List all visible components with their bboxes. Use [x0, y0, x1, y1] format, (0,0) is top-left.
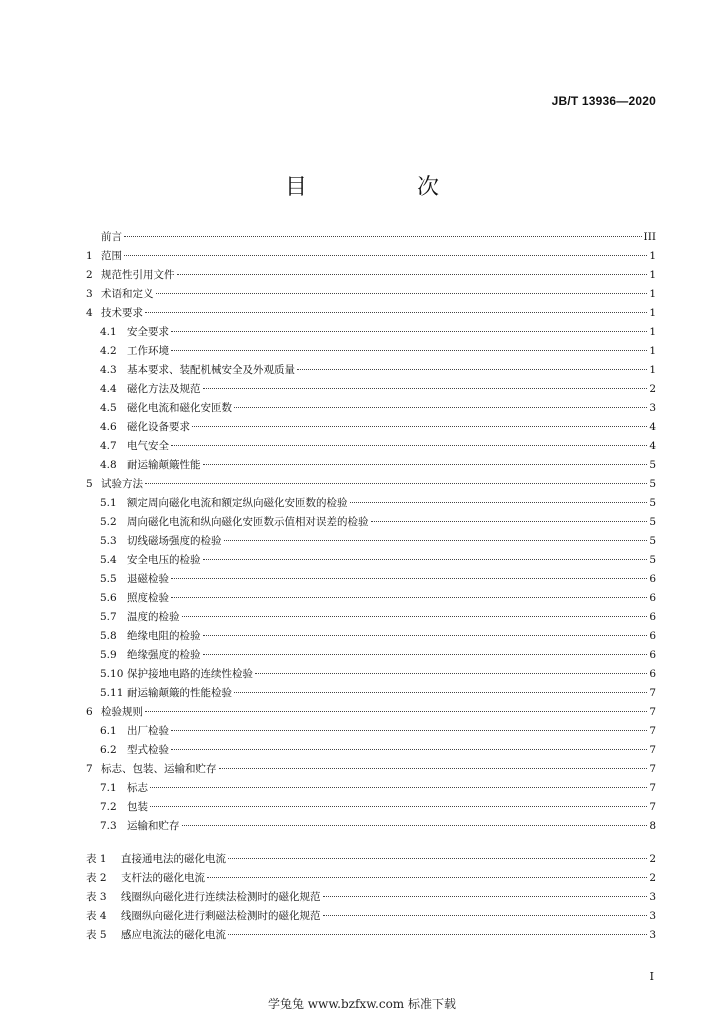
leader-dots: [171, 597, 647, 598]
toc-number: 4.2: [100, 345, 117, 357]
leader-dots: [207, 877, 647, 878]
toc-number: 5.3: [100, 535, 117, 547]
leader-dots: [171, 730, 647, 731]
leader-dots: [323, 896, 648, 897]
toc-row[interactable]: [86, 269, 656, 282]
standard-number: JB/T 13936—2020: [551, 94, 656, 108]
toc-page: 7: [649, 744, 656, 756]
leader-dots: [177, 274, 648, 275]
toc-row[interactable]: [86, 554, 656, 567]
toc-page: 5: [649, 478, 656, 490]
toc-page: 3: [649, 402, 656, 414]
leader-dots: [145, 312, 647, 313]
leader-dots: [182, 616, 648, 617]
toc-number: 6.2: [100, 744, 117, 756]
toc-page: 2: [649, 853, 656, 865]
toc-number: 4.4: [100, 383, 117, 395]
toc-label: 术语和定义: [101, 288, 154, 300]
toc-page: 6: [649, 668, 656, 680]
leader-dots: [219, 768, 648, 769]
toc-page: 3: [649, 910, 656, 922]
toc-label: 出厂检验: [127, 725, 169, 737]
toc-page: 1: [649, 326, 656, 338]
toc-row[interactable]: [86, 630, 656, 643]
leader-dots: [150, 787, 647, 788]
toc-label: 温度的检验: [127, 611, 180, 623]
toc-label: 技术要求: [101, 307, 143, 319]
toc-label: 保护接地电路的连续性检验: [127, 668, 253, 680]
toc-number: 5.11: [100, 687, 124, 699]
leader-dots: [192, 426, 647, 427]
toc-page: 7: [649, 687, 656, 699]
toc-row[interactable]: [86, 687, 656, 700]
toc-label: 工作环境: [127, 345, 169, 357]
toc-row[interactable]: [86, 891, 656, 904]
toc-label: 绝缘强度的检验: [127, 649, 201, 661]
toc-number: 6.1: [100, 725, 117, 737]
toc-number: 7.3: [100, 820, 117, 832]
toc-entries: [86, 231, 656, 833]
leader-dots: [203, 464, 648, 465]
leader-dots: [171, 350, 647, 351]
toc-row[interactable]: [86, 649, 656, 662]
toc-row[interactable]: [86, 910, 656, 923]
toc-row[interactable]: [86, 231, 656, 244]
toc-label: 检验规则: [101, 706, 143, 718]
toc-number: 5.6: [100, 592, 117, 604]
toc-label: 磁化设备要求: [127, 421, 190, 433]
toc-page: 1: [649, 345, 656, 357]
toc-row[interactable]: [86, 307, 656, 320]
toc-row[interactable]: [86, 611, 656, 624]
leader-dots: [323, 915, 648, 916]
toc-page: 7: [649, 801, 656, 813]
leader-dots: [145, 711, 647, 712]
toc-number: 1: [86, 250, 93, 262]
toc-row[interactable]: [86, 516, 656, 529]
toc-number: 5: [86, 478, 93, 490]
toc-number: 表 3: [86, 891, 107, 903]
leader-dots: [203, 388, 648, 389]
toc-page: 1: [649, 250, 656, 262]
leader-dots: [171, 578, 647, 579]
toc-page: 1: [649, 364, 656, 376]
toc-label: 照度检验: [127, 592, 169, 604]
toc-number: 5.5: [100, 573, 117, 585]
toc-number: 5.8: [100, 630, 117, 642]
leader-dots: [224, 540, 648, 541]
toc-label: 磁化电流和磁化安匝数: [127, 402, 232, 414]
toc-label: 线圈纵向磁化进行剩磁法检测时的磁化规范: [121, 910, 321, 922]
toc-number: 7: [86, 763, 93, 775]
toc-row[interactable]: [86, 345, 656, 358]
toc-row[interactable]: [86, 853, 656, 866]
leader-dots: [171, 445, 647, 446]
toc-label: 规范性引用文件: [101, 269, 175, 281]
leader-dots: [234, 692, 647, 693]
leader-dots: [371, 521, 648, 522]
toc-page: 4: [649, 421, 656, 433]
toc-row[interactable]: [86, 383, 656, 396]
toc-row[interactable]: [86, 872, 656, 885]
toc-number: 5.2: [100, 516, 117, 528]
toc-number: 表 1: [86, 853, 107, 865]
toc-page: 1: [649, 307, 656, 319]
toc-number: 4: [86, 307, 93, 319]
toc-label: 额定周向磁化电流和额定纵向磁化安匝数的检验: [127, 497, 348, 509]
toc-row[interactable]: [86, 250, 656, 263]
toc-label: 耐运输颠簸的性能检验: [127, 687, 232, 699]
toc-row[interactable]: [86, 326, 656, 339]
toc-label: 前言: [101, 231, 122, 243]
toc-page: 8: [649, 820, 656, 832]
toc-number: 4.5: [100, 402, 117, 414]
toc-page: 5: [649, 535, 656, 547]
toc-row[interactable]: [86, 402, 656, 415]
toc-page: 6: [649, 630, 656, 642]
toc-label: 绝缘电阻的检验: [127, 630, 201, 642]
toc-number: 5.7: [100, 611, 117, 623]
toc-number: 2: [86, 269, 93, 281]
toc-label: 包装: [127, 801, 148, 813]
toc-label: 切线磁场强度的检验: [127, 535, 222, 547]
page-title: 目 次: [284, 175, 483, 200]
section-gap: [86, 839, 656, 853]
toc-row[interactable]: [86, 497, 656, 510]
table-list: [86, 853, 656, 942]
page-number: I: [649, 970, 654, 983]
toc-label: 标志、包装、运输和贮存: [101, 763, 217, 775]
toc-page: 2: [649, 872, 656, 884]
toc-page: 7: [649, 763, 656, 775]
toc-row[interactable]: [86, 440, 656, 453]
toc-label: 电气安全: [127, 440, 169, 452]
toc-number: 表 4: [86, 910, 107, 922]
leader-dots: [182, 825, 648, 826]
toc-label: 标志: [127, 782, 148, 794]
toc-page: 3: [649, 929, 656, 941]
toc-row[interactable]: [86, 801, 656, 814]
toc-row[interactable]: [86, 763, 656, 776]
toc-row[interactable]: [86, 573, 656, 586]
toc-label: 线圈纵向磁化进行连续法检测时的磁化规范: [121, 891, 321, 903]
toc-row[interactable]: [86, 706, 656, 719]
leader-dots: [228, 858, 647, 859]
toc-page: 6: [649, 649, 656, 661]
leader-dots: [145, 483, 647, 484]
toc-label: 磁化方法及规范: [127, 383, 201, 395]
leader-dots: [203, 559, 648, 560]
toc-number: 表 5: [86, 929, 107, 941]
toc-number: 4.3: [100, 364, 117, 376]
toc-number: 表 2: [86, 872, 107, 884]
toc-row[interactable]: [86, 288, 656, 301]
toc-number: 4.8: [100, 459, 117, 471]
toc-number: 4.7: [100, 440, 117, 452]
toc-page: 6: [649, 573, 656, 585]
toc-row[interactable]: [86, 668, 656, 681]
toc-row[interactable]: [86, 478, 656, 491]
toc-number: 6: [86, 706, 93, 718]
toc-row[interactable]: [86, 421, 656, 434]
toc-row[interactable]: [86, 592, 656, 605]
toc-label: 退磁检验: [127, 573, 169, 585]
toc-label: 安全电压的检验: [127, 554, 201, 566]
toc-page: 5: [649, 516, 656, 528]
leader-dots: [203, 635, 648, 636]
toc-number: 5.4: [100, 554, 117, 566]
toc-page: III: [643, 231, 656, 243]
toc-number: 4.1: [100, 326, 117, 338]
leader-dots: [156, 293, 648, 294]
toc-label: 范围: [101, 250, 122, 262]
leader-dots: [124, 236, 642, 237]
toc-number: 5.10: [100, 668, 124, 680]
toc-page: 3: [649, 891, 656, 903]
toc-page: 6: [649, 611, 656, 623]
toc-row[interactable]: [86, 364, 656, 377]
leader-dots: [171, 331, 647, 332]
leader-dots: [234, 407, 647, 408]
leader-dots: [297, 369, 647, 370]
toc-row[interactable]: [86, 820, 656, 833]
toc-number: 7.1: [100, 782, 117, 794]
toc-row[interactable]: [86, 459, 656, 472]
toc-number: 5.9: [100, 649, 117, 661]
table-of-contents: [86, 231, 656, 948]
toc-page: 7: [649, 706, 656, 718]
toc-page: 5: [649, 554, 656, 566]
toc-row[interactable]: [86, 535, 656, 548]
toc-page: 6: [649, 592, 656, 604]
leader-dots: [171, 749, 647, 750]
leader-dots: [150, 806, 647, 807]
toc-number: 3: [86, 288, 93, 300]
toc-label: 运输和贮存: [127, 820, 180, 832]
toc-number: 5.1: [100, 497, 117, 509]
toc-row[interactable]: [86, 725, 656, 738]
toc-number: 7.2: [100, 801, 117, 813]
toc-label: 耐运输颠簸性能: [127, 459, 201, 471]
toc-label: 直接通电法的磁化电流: [121, 853, 226, 865]
leader-dots: [203, 654, 648, 655]
toc-label: 感应电流法的磁化电流: [121, 929, 226, 941]
toc-page: 7: [649, 725, 656, 737]
toc-page: 4: [649, 440, 656, 452]
toc-label: 支杆法的磁化电流: [121, 872, 205, 884]
toc-page: 1: [649, 269, 656, 281]
leader-dots: [255, 673, 647, 674]
toc-label: 试验方法: [101, 478, 143, 490]
toc-number: 4.6: [100, 421, 117, 433]
toc-label: 基本要求、装配机械安全及外观质量: [127, 364, 295, 376]
toc-row[interactable]: [86, 744, 656, 757]
toc-row[interactable]: [86, 782, 656, 795]
footer-watermark: 学兔兔 www.bzfxw.com 标准下载: [267, 997, 457, 1011]
toc-label: 型式检验: [127, 744, 169, 756]
leader-dots: [350, 502, 648, 503]
toc-page: 2: [649, 383, 656, 395]
toc-label: 安全要求: [127, 326, 169, 338]
toc-page: 1: [649, 288, 656, 300]
toc-row[interactable]: [86, 929, 656, 942]
toc-page: 5: [649, 497, 656, 509]
toc-page: 5: [649, 459, 656, 471]
leader-dots: [228, 934, 647, 935]
leader-dots: [124, 255, 647, 256]
toc-label: 周向磁化电流和纵向磁化安匝数示值相对误差的检验: [127, 516, 369, 528]
toc-page: 7: [649, 782, 656, 794]
